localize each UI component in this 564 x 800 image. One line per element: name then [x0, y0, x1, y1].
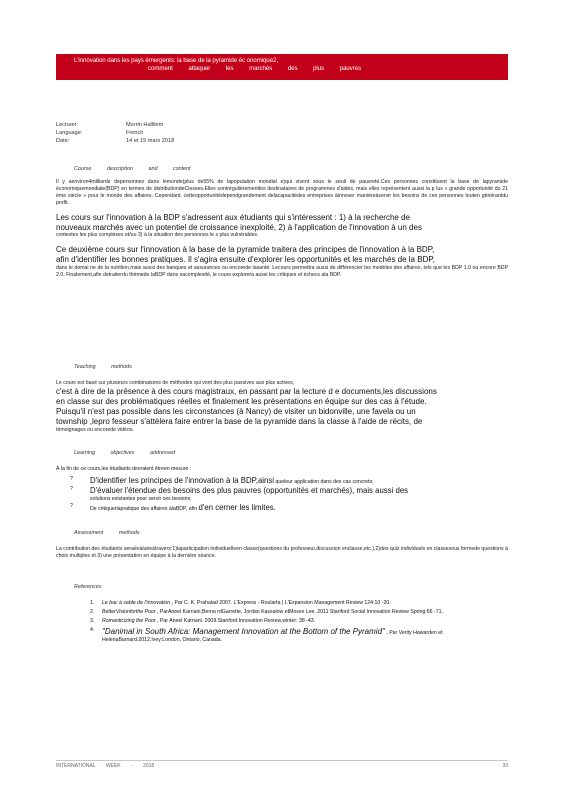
- paragraph-large: Puisqu'il n'est pas possible dans les circonstances (à Nancy) de visiter un bidonville, une favela ou un: [56, 406, 416, 416]
- footer-label: INTERNATIONAL WEEK - 2018: [56, 763, 155, 769]
- item-text: d'en cerner les limites.: [198, 503, 276, 512]
- meta-key: Language:: [56, 130, 83, 136]
- reference-number: 2.: [90, 608, 95, 615]
- item-text: queleur application dans des cas concrets;: [275, 479, 374, 485]
- bullet-marker: ?: [70, 503, 73, 509]
- reference-number: 3.: [90, 617, 95, 624]
- references-list: [56, 600, 508, 644]
- list-item: [56, 503, 508, 513]
- meta-key: Date:: [56, 138, 70, 144]
- paragraph-large: nouveaux marchés avec un potentiel de croissance inexploité, 2) à l'application de l'innovation à un des: [56, 222, 422, 232]
- reference-text: "Danimal in South Africa: Management Innovation at the Bottom of the Pyramid" , Par Verity Hawarden et HelenaBarnard.2012.Ivey:London, Ontario, Canada.: [102, 626, 443, 643]
- page-number: 33: [502, 763, 508, 769]
- section-heading-course: Course description and content: [74, 166, 191, 172]
- course-description: [56, 179, 508, 279]
- paragraph-large: Les cours sur l'innovation à la BDP s'adressent aux étudiants qui s'intéressent : 1) à la recherche de: [56, 212, 410, 222]
- page-footer: [56, 760, 508, 769]
- reference-text: Le bac à sable de l'innovation , Par C. K. Prahalad 2007. L'Express - Roularta | L'Expansion Management Review 124:10 -20.: [102, 600, 391, 606]
- paragraph: Le cours est basé sur plusieurs combinaisons de méthodes qui vont des plus passives aux plus actives,: [56, 380, 295, 386]
- paragraph: La contribution des étudiants seraévaluéeàtravers:1)laparticipation individuelleen classe(questions du professeur,discussion enclasse,etc.),2)des quiz individuels en classesous formede questions à choix multiples et 3) une présentation en équipe à la dernière séance.: [56, 546, 508, 559]
- course-meta: [56, 121, 174, 145]
- meta-value: Morrin Hallilem: [126, 122, 164, 128]
- learning-intro: À la fin de ce cours,les étudiants devraient êtreen mesure :: [56, 466, 192, 472]
- meta-key: Lecturer:: [56, 122, 79, 128]
- meta-value: 14 et 15 mars 2018: [126, 138, 175, 144]
- section-heading-assessment: Assessment methods: [74, 530, 140, 536]
- title-line-1: L'innovation dans les pays émergents: la base de la pyramide éc onomique2,: [74, 57, 278, 64]
- reference-item: [56, 609, 508, 616]
- paragraph: témoignages ou encorede vidéos.: [56, 426, 134, 433]
- learning-objectives: [56, 466, 508, 513]
- paragraph: Il y aenviron4milliards depersonnes dans lemonde(plus de55% de lapopulation mondial e)qui vivent sous le seuil de pauvreté.Ces personnes constituent la base de lapyramide économiquemondiale(BDP) en termes de distributiondeClesses.Elles sontrégulièrementles destinataires de programmes d'aides, mais elles représentent aussi la p lus « grande opportunité du 21 ème siècle » pour le monde des affaires. Cependant, cetteopportunitédependgrandement delacapacitédes entreprises àinnover manièreàservir les besoins de ces personnes touten générantdu profit.: [56, 179, 508, 206]
- reference-number: 4.: [90, 626, 95, 633]
- reference-text: Romanticizing the Poor , Par Aneel Karnani. 2009.Stanford Innovation Review,winter: 38 -43.: [102, 617, 316, 624]
- paragraph: dans le domai ne de la nutrition,mais aussi des banques et assurances ou encorede lasanté. Lecours permettra aussi de différencier les modèles des affaires, tels que les BDP 1.0 ou encore BDP 2.0. Finalement,afin detraiterdu thèmede laBDP dans sacomplexité, le cours explorera aussi les critiques et échecs ala BDP.: [56, 265, 508, 279]
- list-item: [56, 476, 508, 486]
- meta-row-lecturer: [56, 121, 174, 129]
- item-text: De critiquerlapratique des affaires àlaBDP, afin: [90, 506, 198, 512]
- teaching-methods: [56, 380, 508, 433]
- section-heading-learning: Learning objectives addressed: [74, 450, 176, 456]
- bullet-marker: ?: [70, 486, 73, 492]
- list-item: [56, 486, 508, 503]
- meta-row-language: [56, 129, 174, 137]
- paragraph: contextes les plus complexes et/ou 3) à la situation des personnes le s plus vulnérables.: [56, 232, 259, 239]
- item-text: D'évaluer l'étendue des besoins des plus pauvres (opportunités et marchés), mais aussi des: [90, 486, 409, 495]
- meta-row-date: [56, 137, 174, 145]
- paragraph-large: township ,lepro fesseur s'attèlera faire entrer la base de la pyramide dans la classe à l'aide de récits, de: [56, 416, 423, 426]
- paragraph-large: en classe sur des problématiques réelles et finalement les présentations en équipe sur des cas à l'étude.: [56, 396, 427, 406]
- reference-number: 1.: [90, 600, 95, 606]
- paragraph-large: afin d'identifier les bonnes pratiques. Il s'agira ensuite d'explorer les opportunités et les marchés de la BDP,: [56, 255, 435, 265]
- title-banner: [56, 54, 508, 80]
- section-heading-teaching: Teaching methods: [74, 364, 132, 370]
- paragraph-large: c'est à dire de la présence à des cours magistraux, en passant par la lecture d e documents,les discussions: [56, 386, 437, 396]
- item-text: solutions existantes pour servir ces besoins;: [90, 496, 192, 502]
- section-heading-references: References: [74, 584, 102, 590]
- reference-text: BetterVisionforthe Poor , ParAneel Karnani,Berna rdGarrette, Jordan Kassalow etMoses Lee. 2011 Stanford Social Innovation Review Spring:66 -71.: [102, 608, 443, 615]
- title-line-2: comment attaquer les marchés des plus pauvres: [148, 65, 361, 73]
- bullet-marker: ?: [70, 476, 73, 482]
- meta-value: French: [126, 130, 144, 136]
- reference-item: [56, 627, 508, 644]
- assessment-methods: [56, 546, 508, 560]
- paragraph-large: Ce deuxième cours sur l'innovation à la base de la pyramide traitera des principes de l'innovation à la BDP,: [56, 245, 435, 255]
- reference-item: [56, 618, 508, 625]
- item-text: D'identifier les principes de l'innovation à la BDP,ainsi: [90, 476, 274, 485]
- reference-item: [56, 600, 508, 607]
